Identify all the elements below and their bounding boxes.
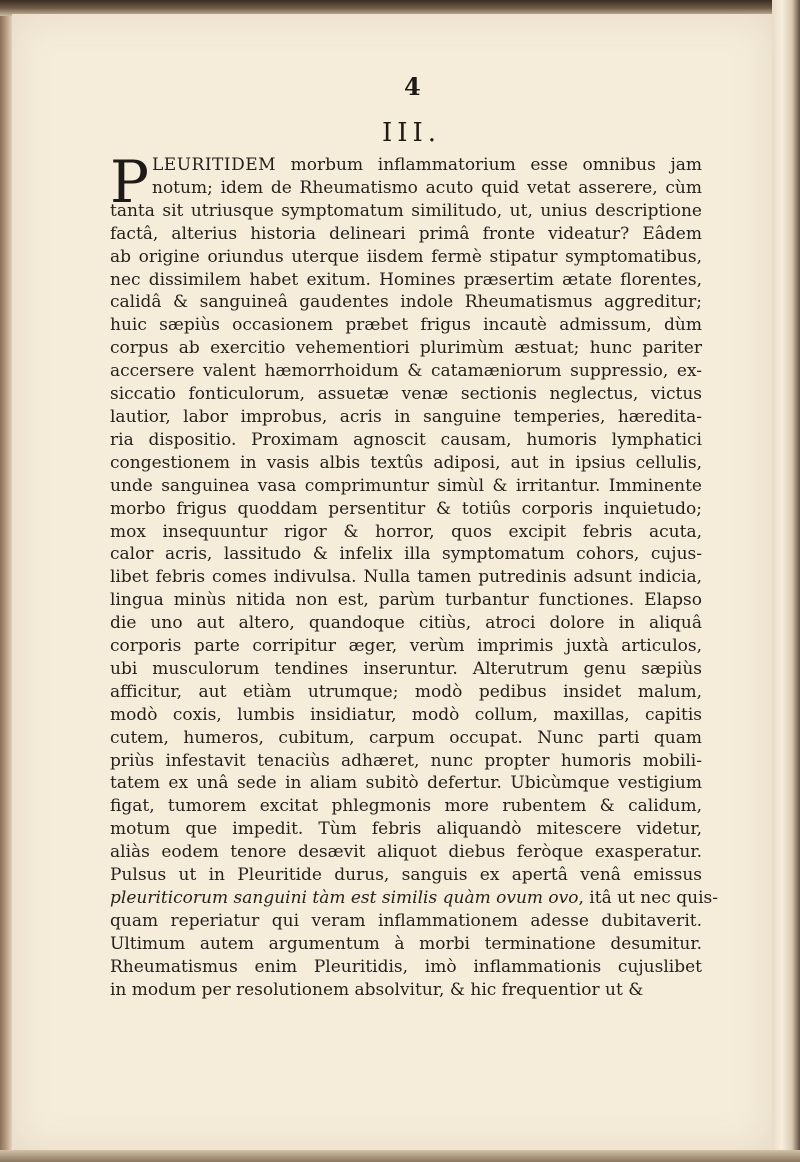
text-line: mox insequuntur rigor & horror, quos excipit febris acuta, [110,521,702,542]
text-line: ubi musculorum tendines inseruntur. Alterutrum genu sæpiùs [110,658,702,679]
text-line: ria dispositio. Proximam agnoscit causam, humoris lymphatici [110,429,702,450]
book-page [12,14,772,1152]
section-heading: III. [382,118,442,148]
text-line: die uno aut altero, quandoque citiùs, atroci dolore in aliquâ [110,613,702,634]
text-line: libet febris comes indivulsa. Nulla tamen putredinis adsunt indicia, [110,567,702,588]
text-line: in modum per resolutionem absolvitur, & hic frequentior ut & [110,979,644,1000]
text-line: quam reperiatur qui veram inflammationem adesse dubitaverit. [110,910,702,931]
page-edge-bottom [0,1150,800,1162]
page-edge-right [772,0,800,1162]
text-line: siccatio fonticulorum, assuetæ venæ sectionis neglectus, victus [110,384,702,405]
text-line: tanta sit utriusque symptomatum similitudo, ut, unius descriptione [110,200,702,221]
text-line: afficitur, aut etiàm utrumque; modò pedibus insidet malum, [110,681,702,702]
text-line: corporis parte corripitur æger, verùm imprimis juxtà articulos, [110,636,702,657]
text-line-content: morbum inflammatorium esse omnibus jam [276,155,702,175]
text-line: Rheumatismus enim Pleuritidis, imò inflammationis cujuslibet [110,956,702,977]
text-line: huic sæpiùs occasionem præbet frigus incautè admissum, dùm [110,315,702,336]
text-line: figat, tumorem excitat phlegmonis more rubentem & calidum, [110,796,702,817]
text-line: tatem ex unâ sede in aliam subitò defertur. Ubicùmque vestigium [110,773,702,794]
text-line: aliàs eodem tenore desævit aliquot diebus feròque exasperatur. [110,842,702,863]
text-line: calidâ & sanguineâ gaudentes indole Rheumatismus aggreditur; [110,292,702,313]
text-line: accersere valent hæmorrhoidum & catamæniorum suppressio, ex- [110,361,702,382]
text-line [110,154,702,177]
text-line: factâ, alterius historia delineari primâ fronte videatur? Eâdem [110,223,702,244]
text-line: motum que impedit. Tùm febris aliquandò mitescere videtur, [110,819,702,840]
text-line: corpus ab exercitio vehementiori plurimùm æstuat; hunc pariter [110,338,702,359]
text-line: Ultimum autem argumentum à morbi terminatione desumitur. [110,933,702,954]
first-word: LEURITIDEM [152,155,277,175]
text-line: congestionem in vasis albis textûs adiposi, aut in ipsius cellulis, [110,452,702,473]
text-line: pleuriticorum sanguini tàm est similis quàm ovum ovo, itâ ut nec quis- [110,888,718,908]
text-line: Pulsus ut in Pleuritide durus, sanguis ex apertâ venâ emissus [110,865,702,886]
drop-cap: P [110,148,150,216]
text-line: modò coxis, lumbis insidiatur, modò collum, maxillas, capitis [110,704,702,725]
text-line: cutem, humeros, cubitum, carpum occupat. Nunc parti quam [110,727,702,748]
page-number: 4 [404,72,421,101]
text-line: ab origine oriundus uterque iisdem fermè stipatur symptomatibus, [110,246,702,267]
italic-phrase: pleuriticorum sanguini tàm est similis quàm ovum ovo [110,888,579,908]
body-text [110,148,718,1002]
text-line: lautior, labor improbus, acris in sanguine temperies, hæredita- [110,406,702,427]
text-line: notum; idem de Rheumatismo acuto quid vetat asserere, cùm [152,177,702,198]
text-line: calor acris, lassitudo & infelix illa symptomatum cohors, cujus- [110,544,702,565]
text-line: morbo frigus quoddam persentitur & totiûs corporis inquietudo; [110,498,702,519]
text-line: lingua minùs nitida non est, parùm turbantur functiones. Elapso [110,590,702,611]
text-line: unde sanguinea vasa comprimuntur simùl & irritantur. Imminente [110,475,702,496]
text-line: priùs infestavit tenaciùs adhæret, nunc propter humoris mobili- [110,750,702,771]
text-line: nec dissimilem habet exitum. Homines præsertim ætate florentes, [110,269,702,290]
